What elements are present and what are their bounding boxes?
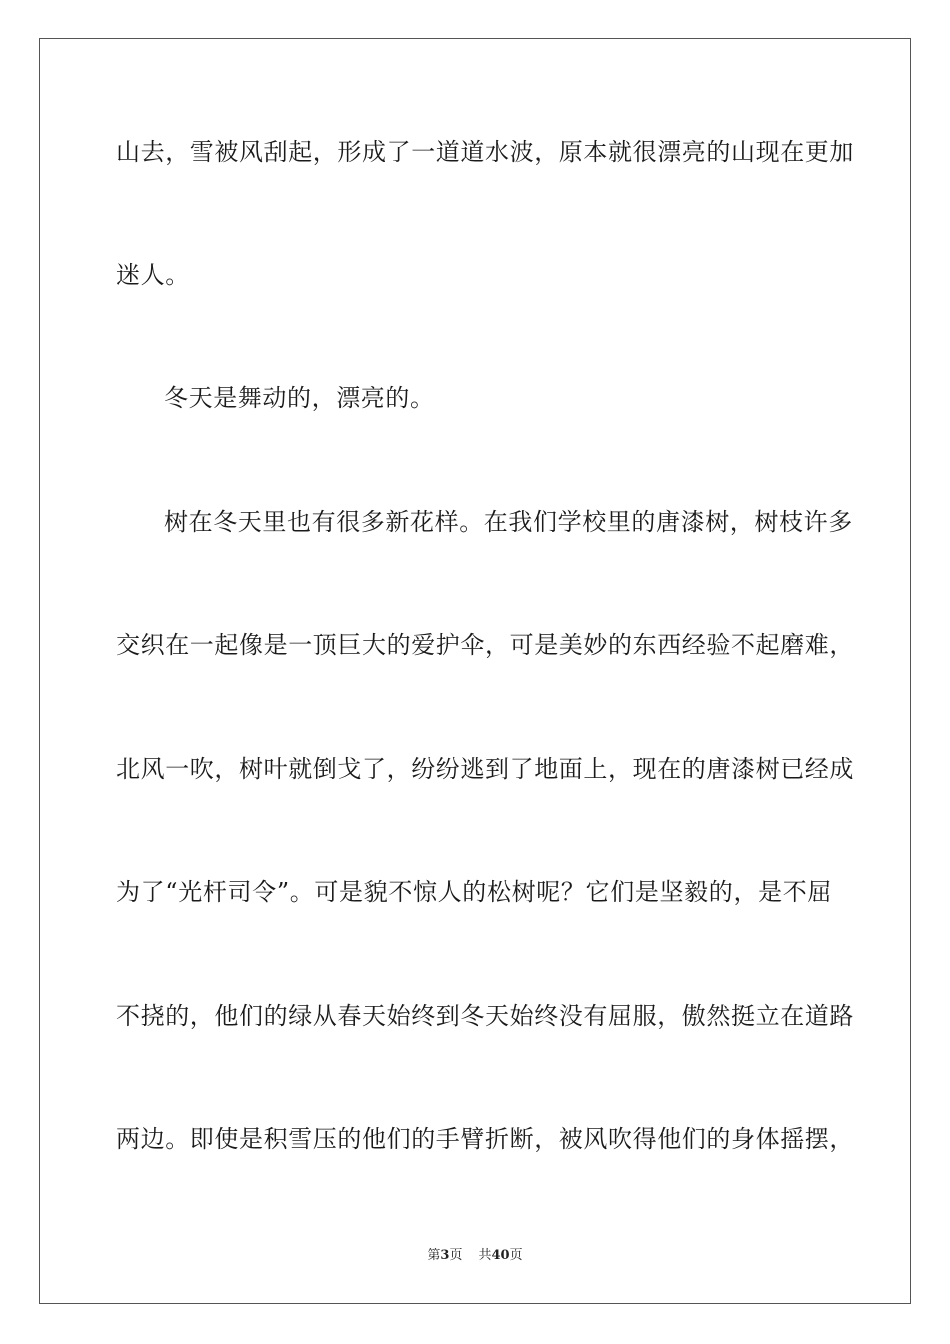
footer-total-suffix: 页 — [509, 1248, 523, 1263]
text-line-6: 北风一吹，树叶就倒戈了，纷纷逃到了地面上，现在的唐漆树已经成 — [116, 755, 854, 783]
footer-page-prefix: 第 — [427, 1248, 441, 1263]
text-line-9: 两边。即使是积雪压的他们的手臂折断，被风吹得他们的身体摇摆， — [116, 1125, 854, 1153]
footer-total-prefix: 共 — [478, 1248, 492, 1263]
text-line-4: 树在冬天里也有很多新花样。在我们学校里的唐漆树，树枝许多 — [164, 508, 853, 536]
footer-page-total: 40 — [491, 1248, 510, 1263]
text-line-5: 交织在一起像是一顶巨大的爱护伞，可是美妙的东西经验不起磨难， — [116, 631, 854, 659]
footer-page-suffix: 页 — [449, 1248, 463, 1263]
text-line-7: 为了“光杆司令”。可是貌不惊人的松树呢？它们是坚毅的，是不屈 — [116, 878, 832, 906]
text-line-1: 山去，雪被风刮起，形成了一道道水波，原本就很漂亮的山现在更加 — [116, 138, 854, 166]
page-border — [39, 38, 911, 1304]
text-line-8: 不挠的，他们的绿从春天始终到冬天始终没有屈服，傲然挺立在道路 — [116, 1002, 854, 1030]
footer-page-current: 3 — [440, 1248, 450, 1263]
text-line-2: 迷人。 — [116, 261, 190, 289]
page-footer — [0, 1247, 950, 1265]
text-line-3: 冬天是舞动的，漂亮的。 — [164, 384, 435, 412]
